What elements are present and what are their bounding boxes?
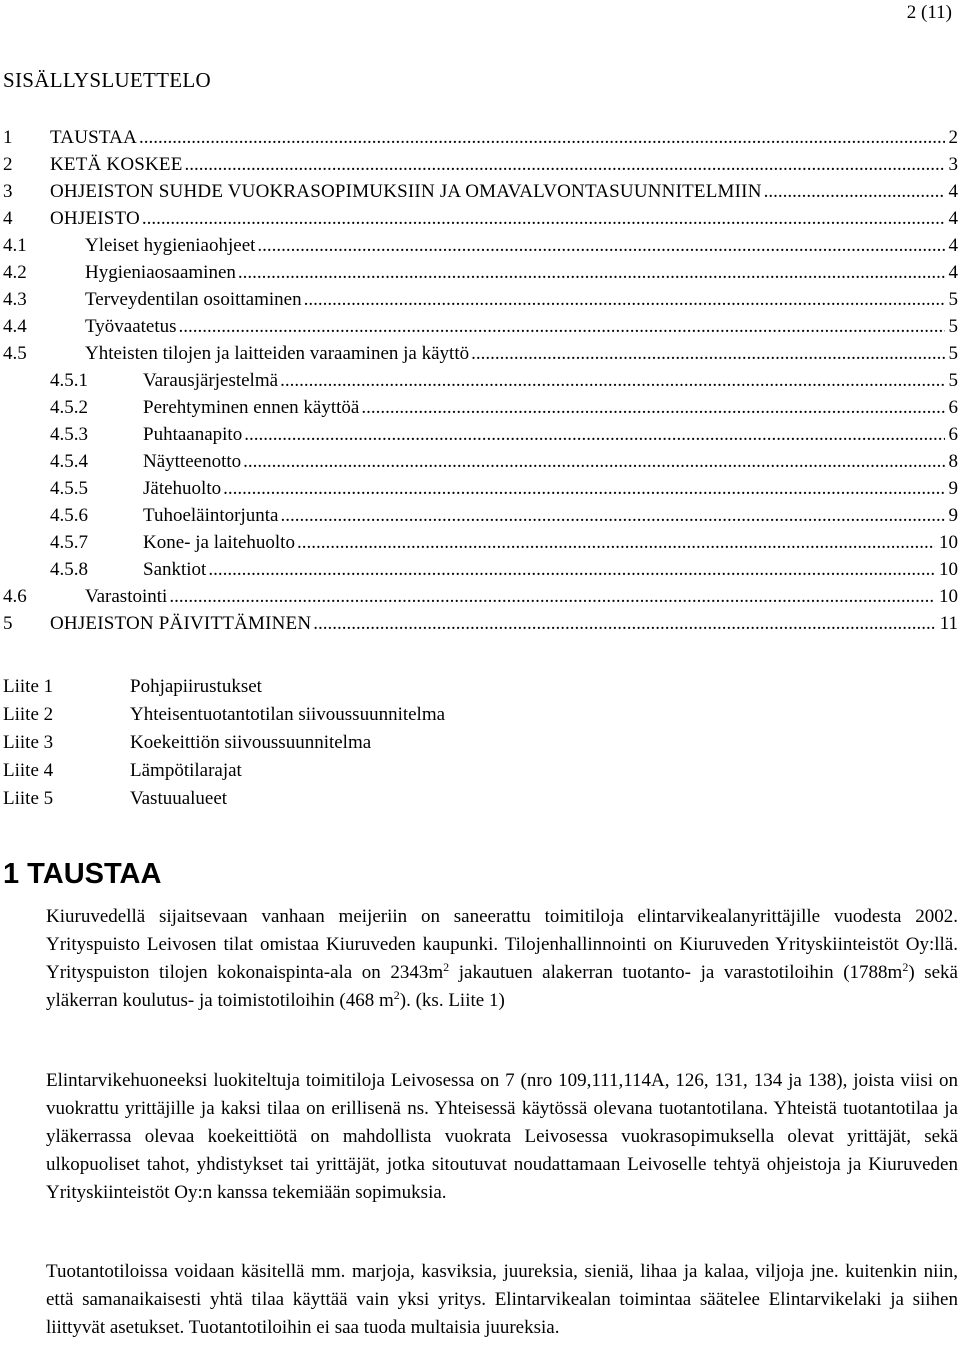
toc-entry-page: 10	[939, 586, 958, 607]
toc-entry-title: Työvaatetus	[85, 316, 177, 337]
toc-leader-dots	[764, 178, 945, 205]
toc-entry[interactable]	[3, 556, 958, 583]
toc-leader-dots	[208, 556, 935, 583]
toc-entry-page: 5	[948, 289, 958, 310]
toc-entry-page: 5	[948, 316, 958, 337]
toc-entry[interactable]	[3, 178, 958, 205]
toc-entry-page: 6	[948, 424, 958, 445]
toc-leader-dots	[280, 502, 944, 529]
section-heading: 1 TAUSTAA	[3, 858, 162, 890]
toc-entry-title: Kone- ja laitehuolto	[143, 532, 295, 553]
toc-entry-number: 4	[3, 208, 13, 229]
toc-entry[interactable]	[3, 367, 958, 394]
toc-leader-dots	[280, 367, 944, 394]
toc-entry-title: Hygieniaosaaminen	[85, 262, 236, 283]
toc-entry-number: 4.5.2	[50, 397, 88, 418]
toc-entry[interactable]	[3, 610, 958, 637]
toc-entry-page: 8	[948, 451, 958, 472]
appendix-label: Liite 4	[3, 760, 54, 781]
toc-entry[interactable]	[3, 394, 958, 421]
appendix-label: Liite 2	[3, 704, 54, 725]
toc-entry-number: 4.3	[3, 289, 27, 310]
page-number: 2 (11)	[906, 2, 952, 23]
toc-entry-number: 4.5	[3, 343, 27, 364]
appendix-title: Lämpötilarajat	[130, 760, 242, 781]
toc-entry-title: Varastointi	[85, 586, 168, 607]
toc-entry-number: 4.5.4	[50, 451, 88, 472]
appendix-item	[3, 673, 445, 701]
toc-entry-number: 4.1	[3, 235, 27, 256]
toc-leader-dots	[169, 583, 935, 610]
toc-entry-title: KETÄ KOSKEE	[50, 154, 183, 175]
toc-entry[interactable]	[3, 286, 958, 313]
toc-entry-title: Terveydentilan osoittaminen	[85, 289, 302, 310]
toc-leader-dots	[139, 124, 944, 151]
toc-entry-number: 4.5.6	[50, 505, 88, 526]
toc-entry-number: 1	[3, 127, 13, 148]
toc-entry-page: 4	[948, 208, 958, 229]
toc-leader-dots	[313, 610, 935, 637]
appendix-label: Liite 1	[3, 676, 54, 697]
toc-entry-title: OHJEISTO	[50, 208, 140, 229]
toc-leader-dots	[223, 475, 944, 502]
toc-entry-number: 3	[3, 181, 13, 202]
toc-entry-title: Yhteisten tilojen ja laitteiden varaaminen ja käyttö	[85, 343, 470, 364]
appendix-title: Koekeittiön siivoussuunnitelma	[130, 732, 372, 753]
toc-entry-page: 4	[948, 262, 958, 283]
toc-entry-page: 3	[948, 154, 958, 175]
toc-entry[interactable]	[3, 340, 958, 367]
toc-entry-title: Jätehuolto	[143, 478, 222, 499]
toc-entry[interactable]	[3, 529, 958, 556]
toc-entry-page: 5	[948, 370, 958, 391]
appendix-item	[3, 785, 445, 813]
toc-entry[interactable]	[3, 151, 958, 178]
toc-entry-number: 5	[3, 613, 13, 634]
toc-entry[interactable]	[3, 475, 958, 502]
appendix-item	[3, 729, 445, 757]
toc-leader-dots	[238, 259, 945, 286]
toc-entry-page: 9	[948, 478, 958, 499]
toc-entry-number: 4.5.8	[50, 559, 88, 580]
paragraph-3: Tuotantotiloissa voidaan käsitellä mm. marjoja, kasviksia, juureksia, sieniä, lihaa ja kalaa, viljoja jne. kuitenkin niin, että samanaikaisesti yhtä tilaa käyttää vain yksi yritys. Elintarvikealan toimintaa säätelee Elintarvikelaki ja siihen liittyvät asetukset. Tuotantotiloihin ei saa tuoda multaisia juureksia.	[46, 1261, 958, 1338]
toc-entry-number: 4.4	[3, 316, 27, 337]
toc-entry[interactable]	[3, 232, 958, 259]
toc-entry-title: Sanktiot	[143, 559, 207, 580]
toc-entry[interactable]	[3, 124, 958, 151]
appendix-item	[3, 757, 445, 785]
appendix-list	[3, 673, 445, 813]
toc-entry-page: 6	[948, 397, 958, 418]
toc-entry[interactable]	[3, 583, 958, 610]
toc-leader-dots	[142, 205, 945, 232]
toc-entry[interactable]	[3, 313, 958, 340]
toc-entry-number: 4.5.3	[50, 424, 88, 445]
toc-entry[interactable]	[3, 502, 958, 529]
toc-entry[interactable]	[3, 448, 958, 475]
table-of-contents	[3, 124, 958, 637]
toc-entry-number: 4.5.5	[50, 478, 88, 499]
toc-entry-page: 2	[948, 127, 958, 148]
toc-entry-page: 10	[939, 532, 958, 553]
toc-entry-title: Varausjärjestelmä	[143, 370, 279, 391]
paragraph-1: Kiuruvedellä sijaitsevaan vanhaan meijeriin on saneerattu toimitiloja elintarvikealanyrittäjille vuodesta 2002. Yrityspuisto Leivosen tilat omistaa Kiuruveden kaupunki. Tilojenhallinnointi on Kiuruveden Yrityskiinteistöt Oy:llä. Yrityspuiston tilojen kokonaispinta-ala on $2343m^2$ jakautuen alakerran tuotanto- ja varastotiloihin $(1788m^2)$ sekä yläkerran koulutus- ja toimistotiloihin (468 $m^2$). (ks. Liite 1)	[46, 906, 958, 1011]
appendix-title: Yhteisentuotantotilan siivoussuunnitelma	[130, 704, 446, 725]
toc-entry-number: 4.5.1	[50, 370, 88, 391]
toc-leader-dots	[304, 286, 945, 313]
toc-leader-dots	[243, 448, 944, 475]
toc-entry-page: 4	[948, 181, 958, 202]
toc-leader-dots	[257, 232, 944, 259]
toc-entry-page: 11	[939, 613, 958, 634]
toc-entry-number: 4.6	[3, 586, 27, 607]
toc-leader-dots	[471, 340, 944, 367]
appendix-title: Pohjapiirustukset	[130, 676, 262, 697]
toc-entry[interactable]	[3, 205, 958, 232]
appendix-label: Liite 5	[3, 788, 54, 809]
toc-leader-dots	[297, 529, 935, 556]
appendix-label: Liite 3	[3, 732, 54, 753]
toc-leader-dots	[361, 394, 944, 421]
toc-entry-number: 4.5.7	[50, 532, 88, 553]
appendix-title: Vastuualueet	[130, 788, 228, 809]
toc-leader-dots	[179, 313, 945, 340]
paragraph-2: Elintarvikehuoneeksi luokiteltuja toimitiloja Leivosessa on 7 (nro 109,111,114A, 126, 131, 134 ja 138), joista viisi on vuokrattu yrittäjille ja kaksi tilaa on erillisenä ns. Yhteisessä käytössä olevana tuotantotilana. Yhteistä tuotantotilaa ja yläkerrassa olevaa koekeittiötä on mahdollista vuokrata Leivosessa vuokrasopimuksella olevat yrittäjät, sekä ulkopuoliset tahot, yhdistykset tai yrittäjät, jotka sitoutuvat noudattamaan Leivoselle tehtyä ohjeistoja ja Kiuruveden Yrityskiinteistöt Oy:n kanssa tekemiään sopimuksia.	[46, 1070, 958, 1203]
toc-entry-title: Yleiset hygieniaohjeet	[85, 235, 256, 256]
toc-leader-dots	[244, 421, 944, 448]
toc-leader-dots	[185, 151, 945, 178]
toc-entry-title: Puhtaanapito	[143, 424, 243, 445]
toc-entry-page: 5	[948, 343, 958, 364]
appendix-item	[3, 701, 445, 729]
toc-entry-number: 4.2	[3, 262, 27, 283]
toc-entry-page: 4	[948, 235, 958, 256]
toc-title: SISÄLLYSLUETTELO	[3, 68, 212, 92]
toc-entry-title: Tuhoeläintorjunta	[143, 505, 279, 526]
toc-entry-title: TAUSTAA	[50, 127, 138, 148]
toc-entry[interactable]	[3, 421, 958, 448]
toc-entry-title: Perehtyminen ennen käyttöä	[143, 397, 360, 418]
toc-entry-title: OHJEISTON PÄIVITTÄMINEN	[50, 613, 312, 634]
toc-entry-title: OHJEISTON SUHDE VUOKRASOPIMUKSIIN JA OMAVALVONTASUUNNITELMIIN	[50, 181, 762, 202]
toc-entry[interactable]	[3, 259, 958, 286]
toc-entry-page: 9	[948, 505, 958, 526]
toc-entry-number: 2	[3, 154, 13, 175]
toc-entry-page: 10	[939, 559, 958, 580]
toc-entry-title: Näytteenotto	[143, 451, 242, 472]
